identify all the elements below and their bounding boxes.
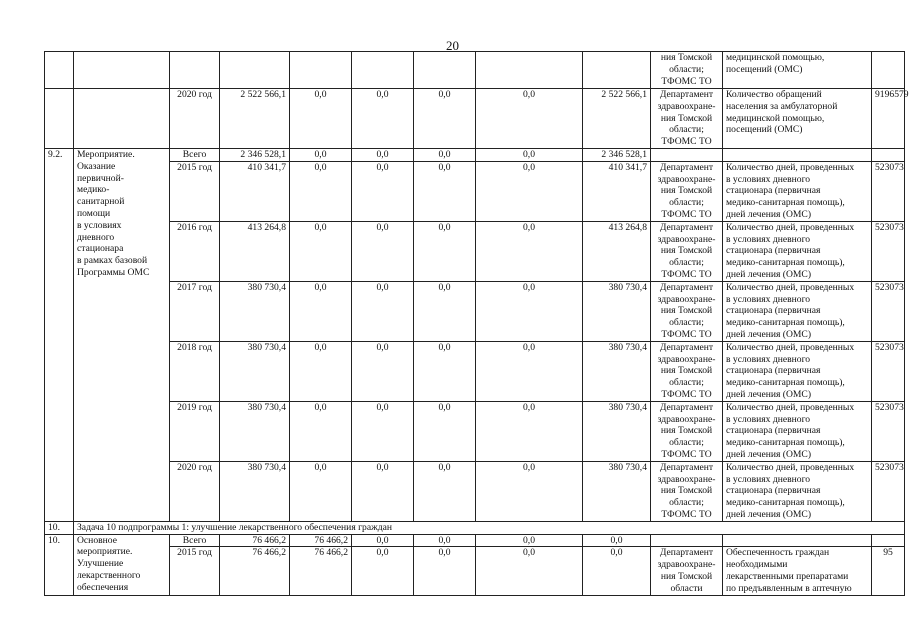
value-cell: 76 466,2 bbox=[290, 547, 352, 595]
value-cell: 380 730,4 bbox=[583, 281, 651, 341]
value-cell: 0,0 bbox=[352, 341, 414, 401]
dept-cell: Департамент здравоохране- ния Томской области; ТФОМС ТО bbox=[651, 89, 723, 149]
value-cell: 0,0 bbox=[414, 461, 476, 521]
value-cell: 0,0 bbox=[352, 401, 414, 461]
value-cell: 0,0 bbox=[414, 281, 476, 341]
value-cell: 0,0 bbox=[414, 221, 476, 281]
section-number: 10. bbox=[45, 521, 74, 534]
target-cell: 523073 bbox=[872, 461, 905, 521]
value-cell: 0,0 bbox=[476, 341, 583, 401]
value-cell: 0,0 bbox=[352, 89, 414, 149]
value-cell: 2 522 566,1 bbox=[220, 89, 290, 149]
value-cell: 0,0 bbox=[476, 89, 583, 149]
year-cell: 2020 год bbox=[170, 461, 220, 521]
indicator-cell: Количество дней, проведенных в условиях дневного стационара (первичная медико-санитарная помощь), дней лечения (ОМС) bbox=[723, 341, 872, 401]
dept-cell: Департамент здравоохране- ния Томской области; ТФОМС ТО bbox=[651, 341, 723, 401]
value-cell: 76 466,2 bbox=[220, 534, 290, 547]
target-cell: 9196579 bbox=[872, 89, 905, 149]
value-cell: 0,0 bbox=[352, 547, 414, 595]
value-cell: 413 264,8 bbox=[583, 221, 651, 281]
activity-name: Основное мероприятие. Улучшение лекарственного обеспечения bbox=[74, 534, 170, 595]
program-table bbox=[44, 51, 909, 596]
value-cell: 410 341,7 bbox=[220, 161, 290, 221]
value-cell: 0,0 bbox=[414, 341, 476, 401]
value-cell: 380 730,4 bbox=[220, 341, 290, 401]
activity-name: Мероприятие. Оказание первичной- медико- санитарной помощи в условиях дневного стационара в рамках базовой Программы ОМС bbox=[74, 149, 170, 522]
value-cell: 0,0 bbox=[476, 461, 583, 521]
target-cell: 523073 bbox=[872, 341, 905, 401]
dept-cell: ния Томской области; ТФОМС ТО bbox=[651, 52, 723, 89]
value-cell: 410 341,7 bbox=[583, 161, 651, 221]
value-cell: 0,0 bbox=[414, 89, 476, 149]
table-row bbox=[45, 281, 905, 341]
value-cell: 0,0 bbox=[290, 149, 352, 162]
indicator-cell: Количество обращений населения за амбулаторной медицинской помощью, посещений (ОМС) bbox=[723, 89, 872, 149]
value-cell: 380 730,4 bbox=[220, 461, 290, 521]
year-cell: 2015 год bbox=[170, 161, 220, 221]
value-cell: 0,0 bbox=[290, 161, 352, 221]
table-row bbox=[45, 534, 905, 547]
dept-cell: Департамент здравоохране- ния Томской области; ТФОМС ТО bbox=[651, 401, 723, 461]
dept-cell: Департамент здравоохране- ния Томской области; ТФОМС ТО bbox=[651, 221, 723, 281]
table-row bbox=[45, 461, 905, 521]
target-cell: 95 bbox=[872, 547, 905, 595]
year-cell: 2018 год bbox=[170, 341, 220, 401]
value-cell: 0,0 bbox=[476, 281, 583, 341]
target-cell: 523073 bbox=[872, 281, 905, 341]
dept-cell: Департамент здравоохране- ния Томской области; ТФОМС ТО bbox=[651, 281, 723, 341]
value-cell: 0,0 bbox=[290, 461, 352, 521]
value-cell: 0,0 bbox=[352, 281, 414, 341]
table-row bbox=[45, 521, 905, 534]
dept-cell: Департамент здравоохране- ния Томской области; ТФОМС ТО bbox=[651, 161, 723, 221]
total-label: Всего bbox=[170, 534, 220, 547]
page-number: 20 bbox=[446, 38, 459, 53]
value-cell: 0,0 bbox=[352, 161, 414, 221]
value-cell: 0,0 bbox=[476, 161, 583, 221]
value-cell: 0,0 bbox=[583, 534, 651, 547]
value-cell: 0,0 bbox=[352, 221, 414, 281]
indicator-cell: Количество дней, проведенных в условиях дневного стационара (первичная медико-санитарная помощь), дней лечения (ОМС) bbox=[723, 161, 872, 221]
value-cell: 76 466,2 bbox=[220, 547, 290, 595]
value-cell: 0,0 bbox=[352, 149, 414, 162]
table-row bbox=[45, 89, 905, 149]
section-number: 10. bbox=[45, 534, 74, 595]
value-cell: 380 730,4 bbox=[583, 401, 651, 461]
value-cell: 0,0 bbox=[414, 149, 476, 162]
task-heading: Задача 10 подпрограммы 1: улучшение лекарственного обеспечения граждан bbox=[74, 521, 905, 534]
indicator-cell: Количество дней, проведенных в условиях дневного стационара (первичная медико-санитарная помощь), дней лечения (ОМС) bbox=[723, 281, 872, 341]
value-cell: 0,0 bbox=[414, 401, 476, 461]
value-cell: 2 522 566,1 bbox=[583, 89, 651, 149]
value-cell: 380 730,4 bbox=[583, 341, 651, 401]
indicator-cell: Обеспеченность граждан необходимыми лекарственными препаратами по предъявленным в аптечную bbox=[723, 547, 872, 595]
value-cell: 380 730,4 bbox=[220, 281, 290, 341]
target-cell: 523073 bbox=[872, 221, 905, 281]
year-cell: 2020 год bbox=[170, 89, 220, 149]
value-cell: 0,0 bbox=[414, 534, 476, 547]
table-row bbox=[45, 149, 905, 162]
dept-cell: Департамент здравоохране- ния Томской области bbox=[651, 547, 723, 595]
value-cell: 380 730,4 bbox=[583, 461, 651, 521]
table-row bbox=[45, 341, 905, 401]
value-cell: 0,0 bbox=[414, 161, 476, 221]
indicator-cell: Количество дней, проведенных в условиях дневного стационара (первичная медико-санитарная помощь), дней лечения (ОМС) bbox=[723, 221, 872, 281]
target-cell: 523073 bbox=[872, 161, 905, 221]
value-cell: 0,0 bbox=[414, 547, 476, 595]
value-cell: 0,0 bbox=[583, 547, 651, 595]
value-cell: 0,0 bbox=[290, 341, 352, 401]
year-cell: 2017 год bbox=[170, 281, 220, 341]
section-number: 9.2. bbox=[45, 149, 74, 522]
value-cell: 0,0 bbox=[476, 221, 583, 281]
dept-cell: Департамент здравоохране- ния Томской области; ТФОМС ТО bbox=[651, 461, 723, 521]
year-cell: 2015 год bbox=[170, 547, 220, 595]
value-cell: 0,0 bbox=[352, 534, 414, 547]
value-cell: 2 346 528,1 bbox=[220, 149, 290, 162]
value-cell: 0,0 bbox=[476, 401, 583, 461]
value-cell: 76 466,2 bbox=[290, 534, 352, 547]
value-cell: 0,0 bbox=[290, 221, 352, 281]
value-cell: 413 264,8 bbox=[220, 221, 290, 281]
table-row bbox=[45, 221, 905, 281]
total-label: Всего bbox=[170, 149, 220, 162]
value-cell: 2 346 528,1 bbox=[583, 149, 651, 162]
value-cell: 0,0 bbox=[290, 89, 352, 149]
table-row bbox=[45, 161, 905, 221]
indicator-cell: медицинской помощью, посещений (ОМС) bbox=[723, 52, 872, 89]
value-cell: 0,0 bbox=[290, 281, 352, 341]
value-cell: 0,0 bbox=[352, 461, 414, 521]
table-row bbox=[45, 547, 905, 595]
indicator-cell: Количество дней, проведенных в условиях дневного стационара (первичная медико-санитарная помощь), дней лечения (ОМС) bbox=[723, 401, 872, 461]
value-cell: 380 730,4 bbox=[220, 401, 290, 461]
year-cell: 2016 год bbox=[170, 221, 220, 281]
indicator-cell: Количество дней, проведенных в условиях дневного стационара (первичная медико-санитарная помощь), дней лечения (ОМС) bbox=[723, 461, 872, 521]
value-cell: 0,0 bbox=[290, 401, 352, 461]
table-row bbox=[45, 52, 905, 89]
year-cell: 2019 год bbox=[170, 401, 220, 461]
value-cell: 0,0 bbox=[476, 149, 583, 162]
table-row bbox=[45, 401, 905, 461]
value-cell: 0,0 bbox=[476, 547, 583, 595]
target-cell: 523073 bbox=[872, 401, 905, 461]
value-cell: 0,0 bbox=[476, 534, 583, 547]
